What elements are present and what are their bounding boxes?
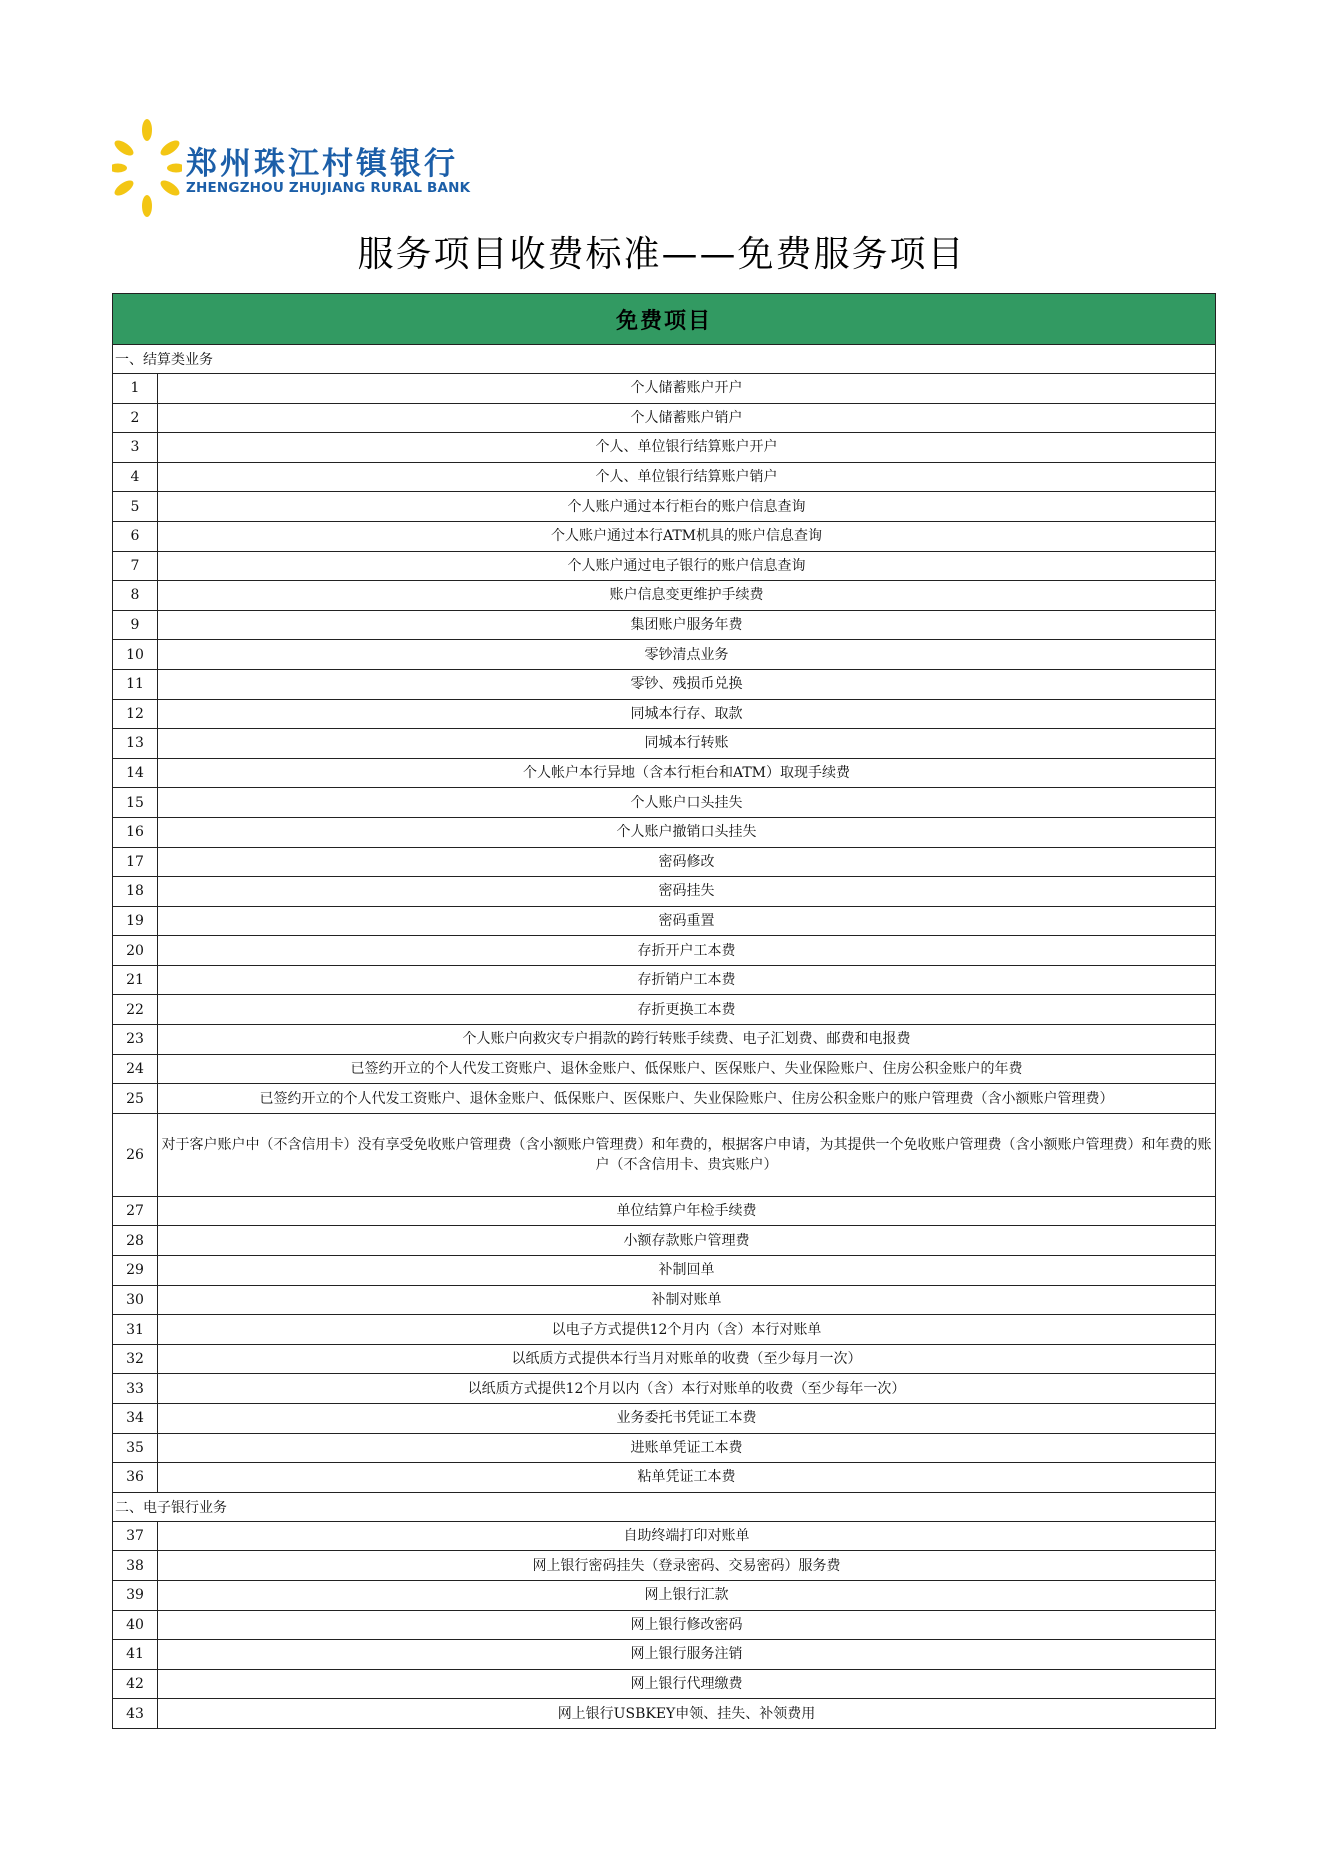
row-number: 2	[113, 403, 158, 433]
table-row	[113, 847, 1216, 877]
row-number: 4	[113, 462, 158, 492]
service-item: 集团账户服务年费	[158, 610, 1216, 640]
row-number: 32	[113, 1344, 158, 1374]
service-item: 小额存款账户管理费	[158, 1226, 1216, 1256]
table-header: 免费项目	[113, 294, 1216, 345]
table-row	[113, 1433, 1216, 1463]
row-number: 40	[113, 1610, 158, 1640]
table-row	[113, 1640, 1216, 1670]
service-item: 同城本行存、取款	[158, 699, 1216, 729]
table-row	[113, 610, 1216, 640]
table-row	[113, 669, 1216, 699]
section-row	[113, 345, 1216, 374]
row-number: 20	[113, 936, 158, 966]
row-number: 8	[113, 581, 158, 611]
row-number: 27	[113, 1196, 158, 1226]
service-item: 自助终端打印对账单	[158, 1521, 1216, 1551]
service-item: 密码挂失	[158, 877, 1216, 907]
row-number: 1	[113, 374, 158, 404]
service-item: 网上银行修改密码	[158, 1610, 1216, 1640]
row-number: 18	[113, 877, 158, 907]
table-row	[113, 699, 1216, 729]
row-number: 31	[113, 1315, 158, 1345]
table-row	[113, 1285, 1216, 1315]
service-item: 单位结算户年检手续费	[158, 1196, 1216, 1226]
service-item: 存折开户工本费	[158, 936, 1216, 966]
sunburst-logo-icon	[112, 118, 182, 218]
table-row	[113, 1551, 1216, 1581]
service-item: 同城本行转账	[158, 729, 1216, 759]
service-item: 网上银行代理缴费	[158, 1669, 1216, 1699]
row-number: 42	[113, 1669, 158, 1699]
service-item: 密码重置	[158, 906, 1216, 936]
service-item: 粘单凭证工本费	[158, 1463, 1216, 1493]
document-title: 服务项目收费标准——免费服务项目	[357, 234, 966, 275]
row-number: 36	[113, 1463, 158, 1493]
service-item: 个人、单位银行结算账户销户	[158, 462, 1216, 492]
row-number: 12	[113, 699, 158, 729]
table-row	[113, 1344, 1216, 1374]
table-row	[113, 1256, 1216, 1286]
service-item: 以电子方式提供12个月内（含）本行对账单	[158, 1315, 1216, 1345]
table-row	[113, 1699, 1216, 1729]
row-number: 35	[113, 1433, 158, 1463]
service-item: 个人账户撤销口头挂失	[158, 817, 1216, 847]
row-number: 29	[113, 1256, 158, 1286]
table-row	[113, 1315, 1216, 1345]
row-number: 14	[113, 758, 158, 788]
row-number: 21	[113, 965, 158, 995]
table-row	[113, 817, 1216, 847]
service-item: 存折销户工本费	[158, 965, 1216, 995]
table-row	[113, 1580, 1216, 1610]
service-item: 个人账户口头挂失	[158, 788, 1216, 818]
table-row	[113, 1025, 1216, 1055]
service-item: 零钞清点业务	[158, 640, 1216, 670]
table-body	[113, 345, 1216, 1729]
row-number: 24	[113, 1054, 158, 1084]
row-number: 7	[113, 551, 158, 581]
table-row	[113, 936, 1216, 966]
service-item: 网上银行密码挂失（登录密码、交易密码）服务费	[158, 1551, 1216, 1581]
service-item: 密码修改	[158, 847, 1216, 877]
service-item: 个人账户通过本行ATM机具的账户信息查询	[158, 521, 1216, 551]
service-item: 个人储蓄账户开户	[158, 374, 1216, 404]
row-number: 13	[113, 729, 158, 759]
service-item: 业务委托书凭证工本费	[158, 1404, 1216, 1434]
service-item: 网上银行USBKEY申领、挂失、补领费用	[158, 1699, 1216, 1729]
table-row	[113, 1054, 1216, 1084]
service-item: 网上银行服务注销	[158, 1640, 1216, 1670]
section-label: 一、结算类业务	[113, 345, 1216, 374]
section-label: 二、电子银行业务	[113, 1492, 1216, 1521]
row-number: 30	[113, 1285, 158, 1315]
table-row	[113, 1669, 1216, 1699]
table-row	[113, 492, 1216, 522]
row-number: 9	[113, 610, 158, 640]
service-item: 进账单凭证工本费	[158, 1433, 1216, 1463]
table-row	[113, 521, 1216, 551]
row-number: 3	[113, 433, 158, 463]
table-row	[113, 965, 1216, 995]
table-row	[113, 877, 1216, 907]
table-row	[113, 729, 1216, 759]
table-row	[113, 581, 1216, 611]
service-item: 个人储蓄账户销户	[158, 403, 1216, 433]
table-row	[113, 1374, 1216, 1404]
service-item: 补制回单	[158, 1256, 1216, 1286]
service-item: 个人账户通过本行柜台的账户信息查询	[158, 492, 1216, 522]
service-item: 已签约开立的个人代发工资账户、退休金账户、低保账户、医保账户、失业保险账户、住房公积金账户的年费	[158, 1054, 1216, 1084]
bank-name-cn: 郑州珠江村镇银行	[186, 146, 458, 182]
row-number: 33	[113, 1374, 158, 1404]
table-row	[113, 374, 1216, 404]
service-item: 个人账户通过电子银行的账户信息查询	[158, 551, 1216, 581]
service-item: 以纸质方式提供本行当月对账单的收费（至少每月一次）	[158, 1344, 1216, 1374]
row-number: 19	[113, 906, 158, 936]
row-number: 41	[113, 1640, 158, 1670]
row-number: 43	[113, 1699, 158, 1729]
row-number: 6	[113, 521, 158, 551]
table-row	[113, 1113, 1216, 1196]
row-number: 34	[113, 1404, 158, 1434]
row-number: 16	[113, 817, 158, 847]
service-item: 存折更换工本费	[158, 995, 1216, 1025]
service-item: 个人、单位银行结算账户开户	[158, 433, 1216, 463]
free-services-table	[112, 293, 1216, 1729]
service-item: 账户信息变更维护手续费	[158, 581, 1216, 611]
row-number: 37	[113, 1521, 158, 1551]
service-item: 个人帐户本行异地（含本行柜台和ATM）取现手续费	[158, 758, 1216, 788]
table-row	[113, 906, 1216, 936]
service-item: 补制对账单	[158, 1285, 1216, 1315]
table-row	[113, 403, 1216, 433]
service-item: 个人账户向救灾专户捐款的跨行转账手续费、电子汇划费、邮费和电报费	[158, 1025, 1216, 1055]
row-number: 10	[113, 640, 158, 670]
table-row	[113, 995, 1216, 1025]
table-row	[113, 1196, 1216, 1226]
row-number: 22	[113, 995, 158, 1025]
table-row	[113, 640, 1216, 670]
row-number: 5	[113, 492, 158, 522]
row-number: 38	[113, 1551, 158, 1581]
row-number: 11	[113, 669, 158, 699]
row-number: 39	[113, 1580, 158, 1610]
section-row	[113, 1492, 1216, 1521]
table-row	[113, 1521, 1216, 1551]
row-number: 25	[113, 1084, 158, 1114]
table-row	[113, 1404, 1216, 1434]
table-row	[113, 758, 1216, 788]
service-item: 对于客户账户中（不含信用卡）没有享受免收账户管理费（含小额账户管理费）和年费的，根据客户申请，为其提供一个免收账户管理费（含小额账户管理费）和年费的账户（不含信用卡、贵宾账户）	[158, 1113, 1216, 1196]
service-item: 以纸质方式提供12个月以内（含）本行对账单的收费（至少每年一次）	[158, 1374, 1216, 1404]
service-item: 零钞、残损币兑换	[158, 669, 1216, 699]
row-number: 28	[113, 1226, 158, 1256]
table-row	[113, 433, 1216, 463]
service-item: 已签约开立的个人代发工资账户、退休金账户、低保账户、医保账户、失业保险账户、住房公积金账户的账户管理费（含小额账户管理费）	[158, 1084, 1216, 1114]
row-number: 26	[113, 1113, 158, 1196]
table-row	[113, 462, 1216, 492]
service-item: 网上银行汇款	[158, 1580, 1216, 1610]
bank-name-en: ZHENGZHOU ZHUJIANG RURAL BANK	[186, 180, 471, 196]
table-row	[113, 788, 1216, 818]
table-row	[113, 1226, 1216, 1256]
table-row	[113, 1084, 1216, 1114]
row-number: 23	[113, 1025, 158, 1055]
row-number: 17	[113, 847, 158, 877]
table-row	[113, 1463, 1216, 1493]
row-number: 15	[113, 788, 158, 818]
table-row	[113, 1610, 1216, 1640]
table-row	[113, 551, 1216, 581]
